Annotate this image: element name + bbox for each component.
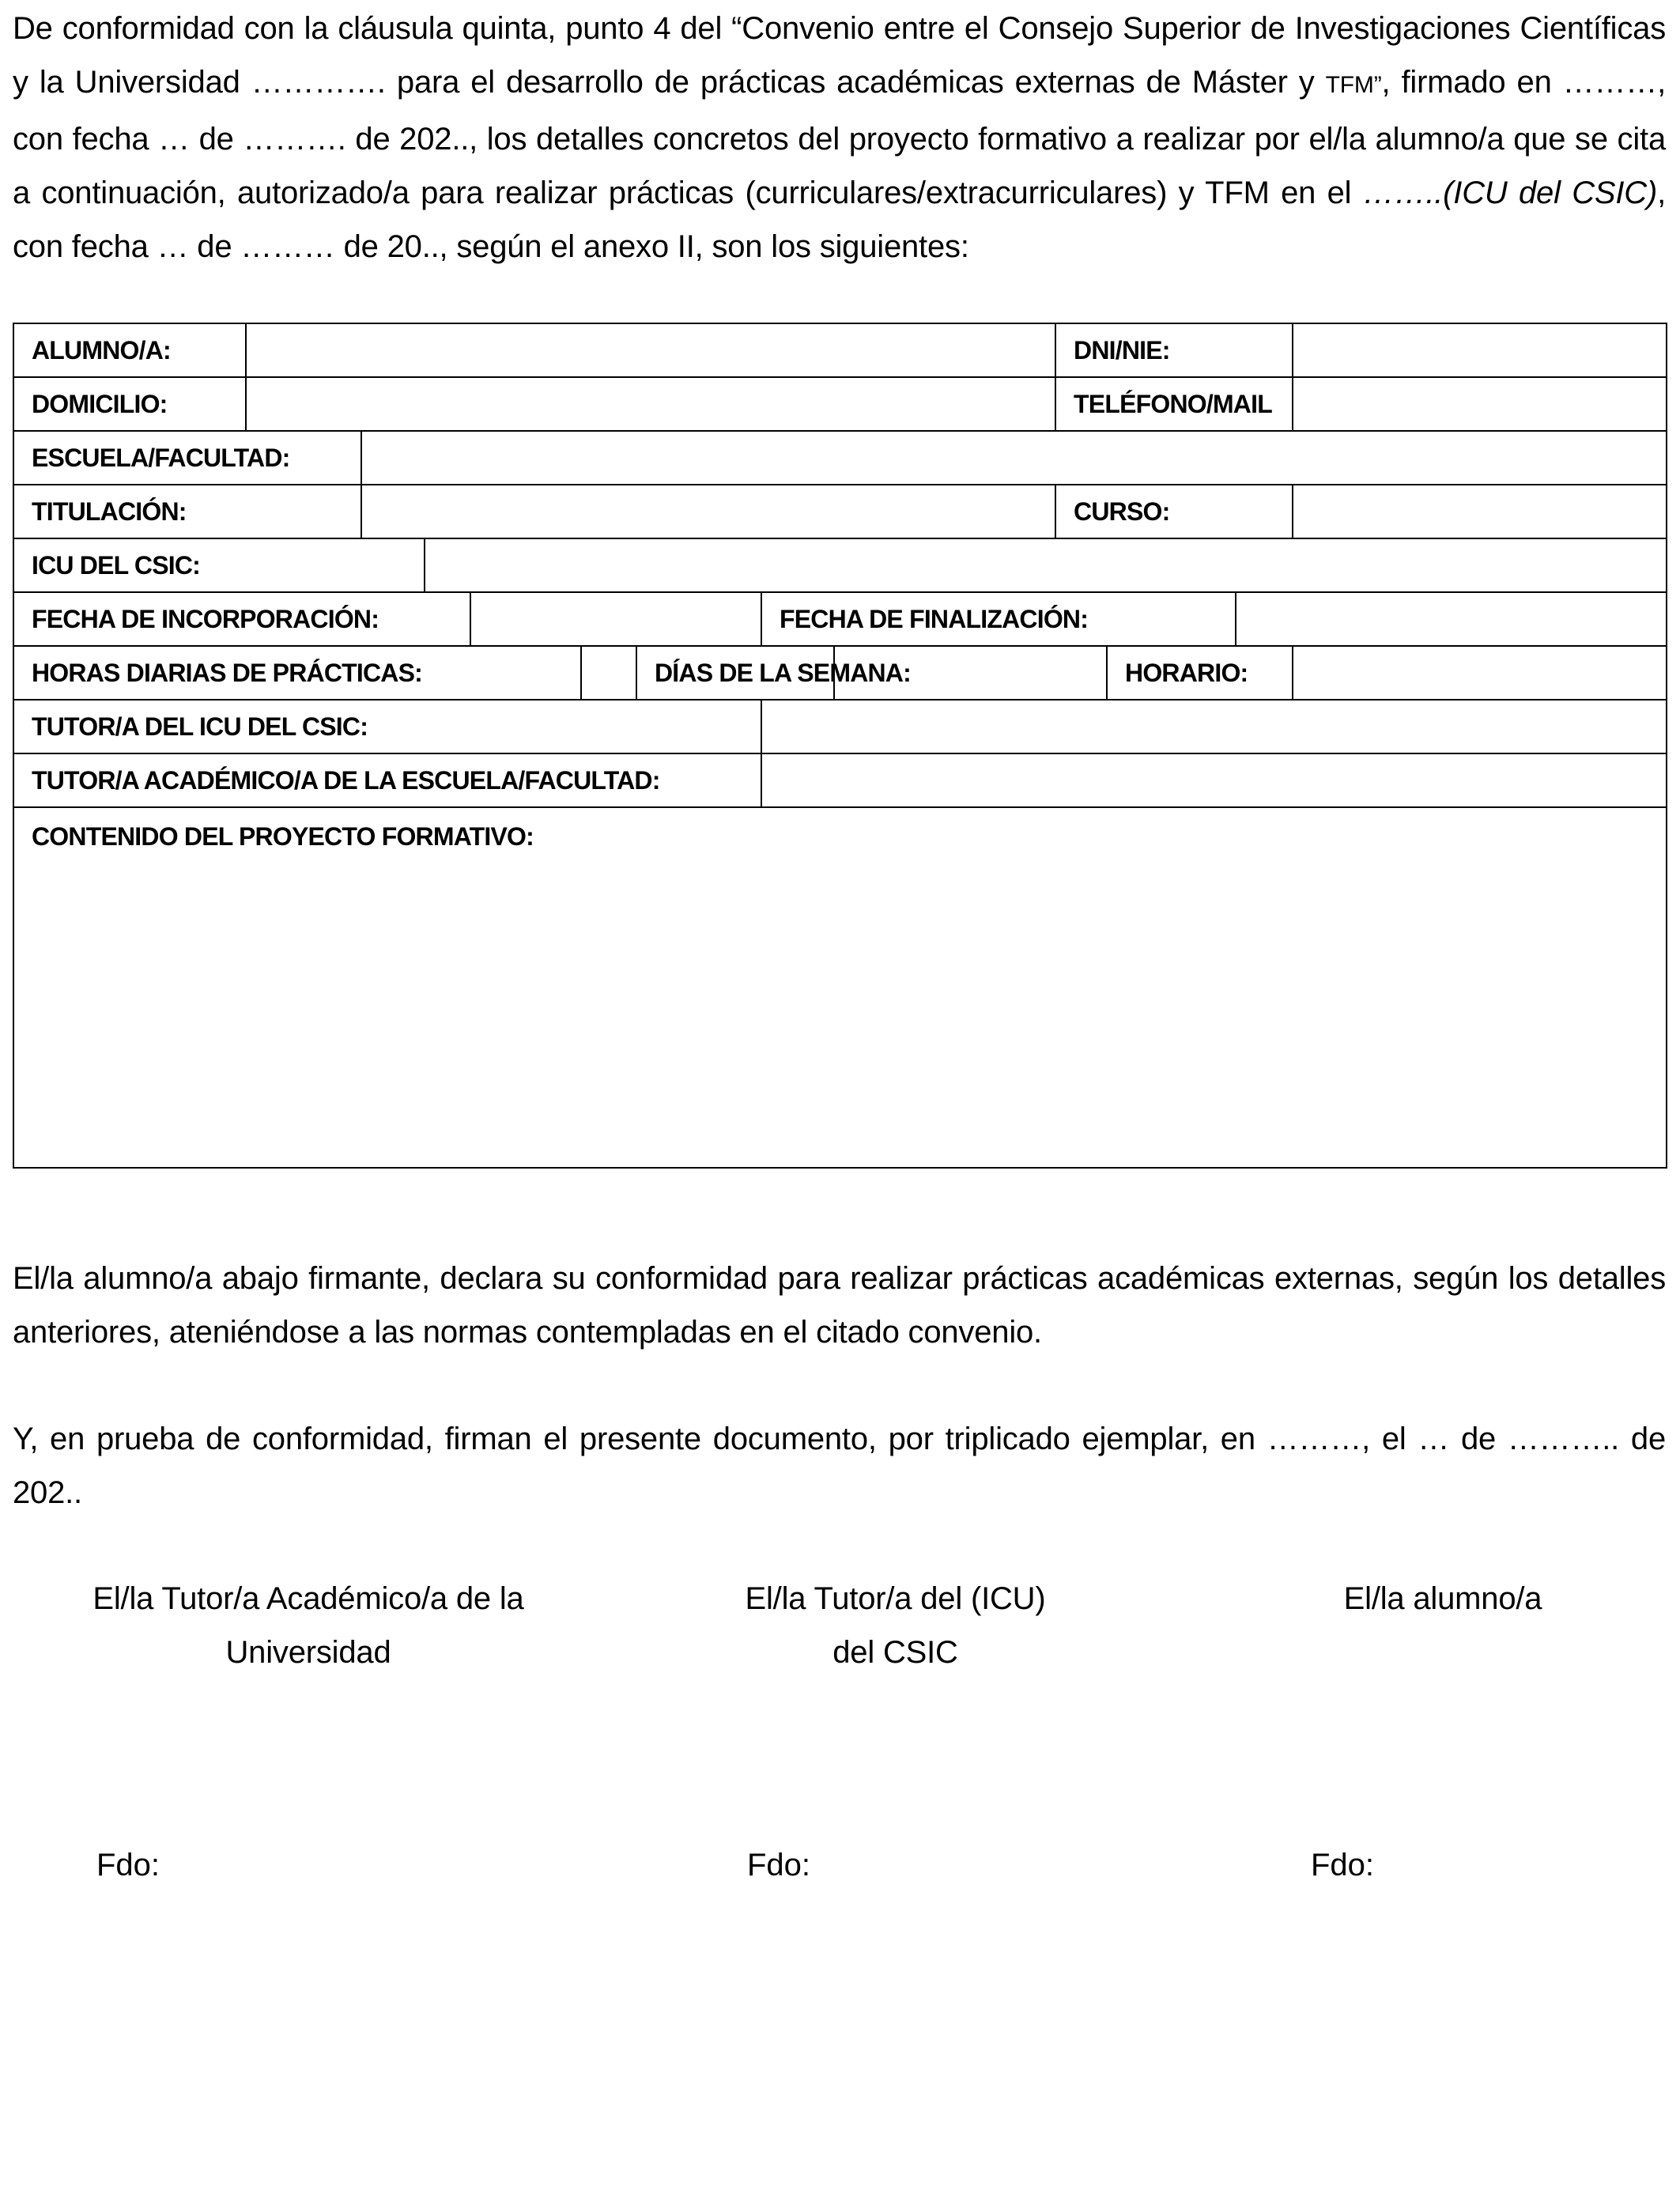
- student-form-table: [13, 323, 1667, 1169]
- label-fecha-incorporacion: FECHA DE INCORPORACIÓN:: [13, 592, 470, 646]
- intro-text-3: , con fecha … de ……… de 20.., según el anexo II, son los siguientes:: [13, 176, 1666, 264]
- label-horas: HORAS DIARIAS DE PRÁCTICAS:: [13, 646, 581, 700]
- label-titulacion: TITULACIÓN:: [13, 485, 361, 538]
- fdo-tutor-academico: Fdo:: [96, 1848, 160, 1882]
- intro-paragraph: [13, 2, 1666, 274]
- field-icu[interactable]: [425, 538, 1667, 592]
- proof-paragraph: Y, en prueba de conformidad, firman el presente documento, por triplicado ejemplar, en ………, el … de ……….. de 202..: [13, 1422, 1666, 1510]
- field-fecha-finalizacion[interactable]: [1236, 592, 1667, 646]
- signature-tutor-icu: [712, 1572, 1079, 1679]
- declaration-paragraph: El/la alumno/a abajo firmante, declara su conformidad para realizar prácticas académicas externas, según los detalles anteriores, ateniéndose a las normas contempladas en el citado convenio.: [13, 1261, 1666, 1350]
- signature-tutor-academico: [63, 1572, 553, 1679]
- label-dias: DÍAS DE LA SEMANA:: [636, 646, 834, 700]
- label-horario: HORARIO:: [1107, 646, 1293, 700]
- label-tutor-academico: TUTOR/A ACADÉMICO/A DE LA ESCUELA/FACULTAD:: [13, 753, 761, 807]
- form-row-contenido: [13, 807, 1667, 1168]
- intro-text-2: , firmado en ………, con fecha … de ………. de 202.., los detalles concretos del proyecto formativo a realizar por el/la alumno/a que se cita a continuación, autorizado/a para realizar prácticas (curriculares/extracurriculares) y TFM en el: [13, 65, 1666, 210]
- signature-alumno: [1273, 1572, 1613, 1626]
- label-dni: DNI/NIE:: [1055, 323, 1293, 377]
- intro-text-1: De conformidad con la cláusula quinta, punto 4 del “Convenio entre el Consejo Superior de Investigaciones Científicas y la Universidad …………. para el desarrollo de prácticas académicas externas de Máster y: [13, 11, 1666, 100]
- label-telefono: TELÉFONO/MAIL: [1055, 377, 1293, 431]
- label-domicilio: DOMICILIO:: [13, 377, 246, 431]
- form-row-horas: [13, 646, 1667, 700]
- signature-tutor-academico-line2: Universidad: [225, 1635, 391, 1670]
- field-domicilio[interactable]: [246, 377, 1055, 431]
- form-row-titulacion: [13, 485, 1667, 538]
- signature-tutor-icu-line2: del CSIC: [832, 1635, 958, 1670]
- field-contenido[interactable]: [13, 807, 1667, 1168]
- field-escuela[interactable]: [361, 431, 1667, 485]
- field-tutor-academico[interactable]: [761, 753, 1667, 807]
- form-row-tutor-icu: [13, 700, 1667, 753]
- label-curso: CURSO:: [1055, 485, 1293, 538]
- fdo-alumno: Fdo:: [1311, 1848, 1375, 1882]
- field-tutor-icu[interactable]: [761, 700, 1667, 753]
- signature-alumno-line1: El/la alumno/a: [1343, 1581, 1542, 1616]
- intro-text-tfm: TFM”: [1325, 72, 1382, 98]
- form-row-alumno: [13, 323, 1667, 377]
- field-horas[interactable]: [581, 646, 636, 700]
- field-horario[interactable]: [1293, 646, 1667, 700]
- field-titulacion[interactable]: [361, 485, 1055, 538]
- label-fecha-finalizacion: FECHA DE FINALIZACIÓN:: [761, 592, 1236, 646]
- field-dni[interactable]: [1293, 323, 1667, 377]
- signature-tutor-academico-line1: El/la Tutor/a Académico/a de la: [92, 1581, 524, 1616]
- intro-text-icu: ……..(ICU del CSIC): [1362, 176, 1658, 210]
- field-curso[interactable]: [1293, 485, 1667, 538]
- field-alumno[interactable]: [246, 323, 1055, 377]
- label-alumno: ALUMNO/A:: [13, 323, 246, 377]
- field-telefono[interactable]: [1293, 377, 1667, 431]
- form-row-tutor-academico: [13, 753, 1667, 807]
- label-tutor-icu: TUTOR/A DEL ICU DEL CSIC:: [13, 700, 761, 753]
- form-row-escuela: [13, 431, 1667, 485]
- fdo-tutor-icu: Fdo:: [747, 1848, 811, 1882]
- field-fecha-incorporacion[interactable]: [470, 592, 761, 646]
- label-icu: ICU DEL CSIC:: [13, 538, 425, 592]
- label-escuela: ESCUELA/FACULTAD:: [13, 431, 361, 485]
- signature-tutor-icu-line1: El/la Tutor/a del (ICU): [745, 1581, 1046, 1616]
- form-row-domicilio: [13, 377, 1667, 431]
- label-contenido: CONTENIDO DEL PROYECTO FORMATIVO:: [32, 822, 534, 851]
- form-row-icu: [13, 538, 1667, 592]
- form-row-fechas: [13, 592, 1667, 646]
